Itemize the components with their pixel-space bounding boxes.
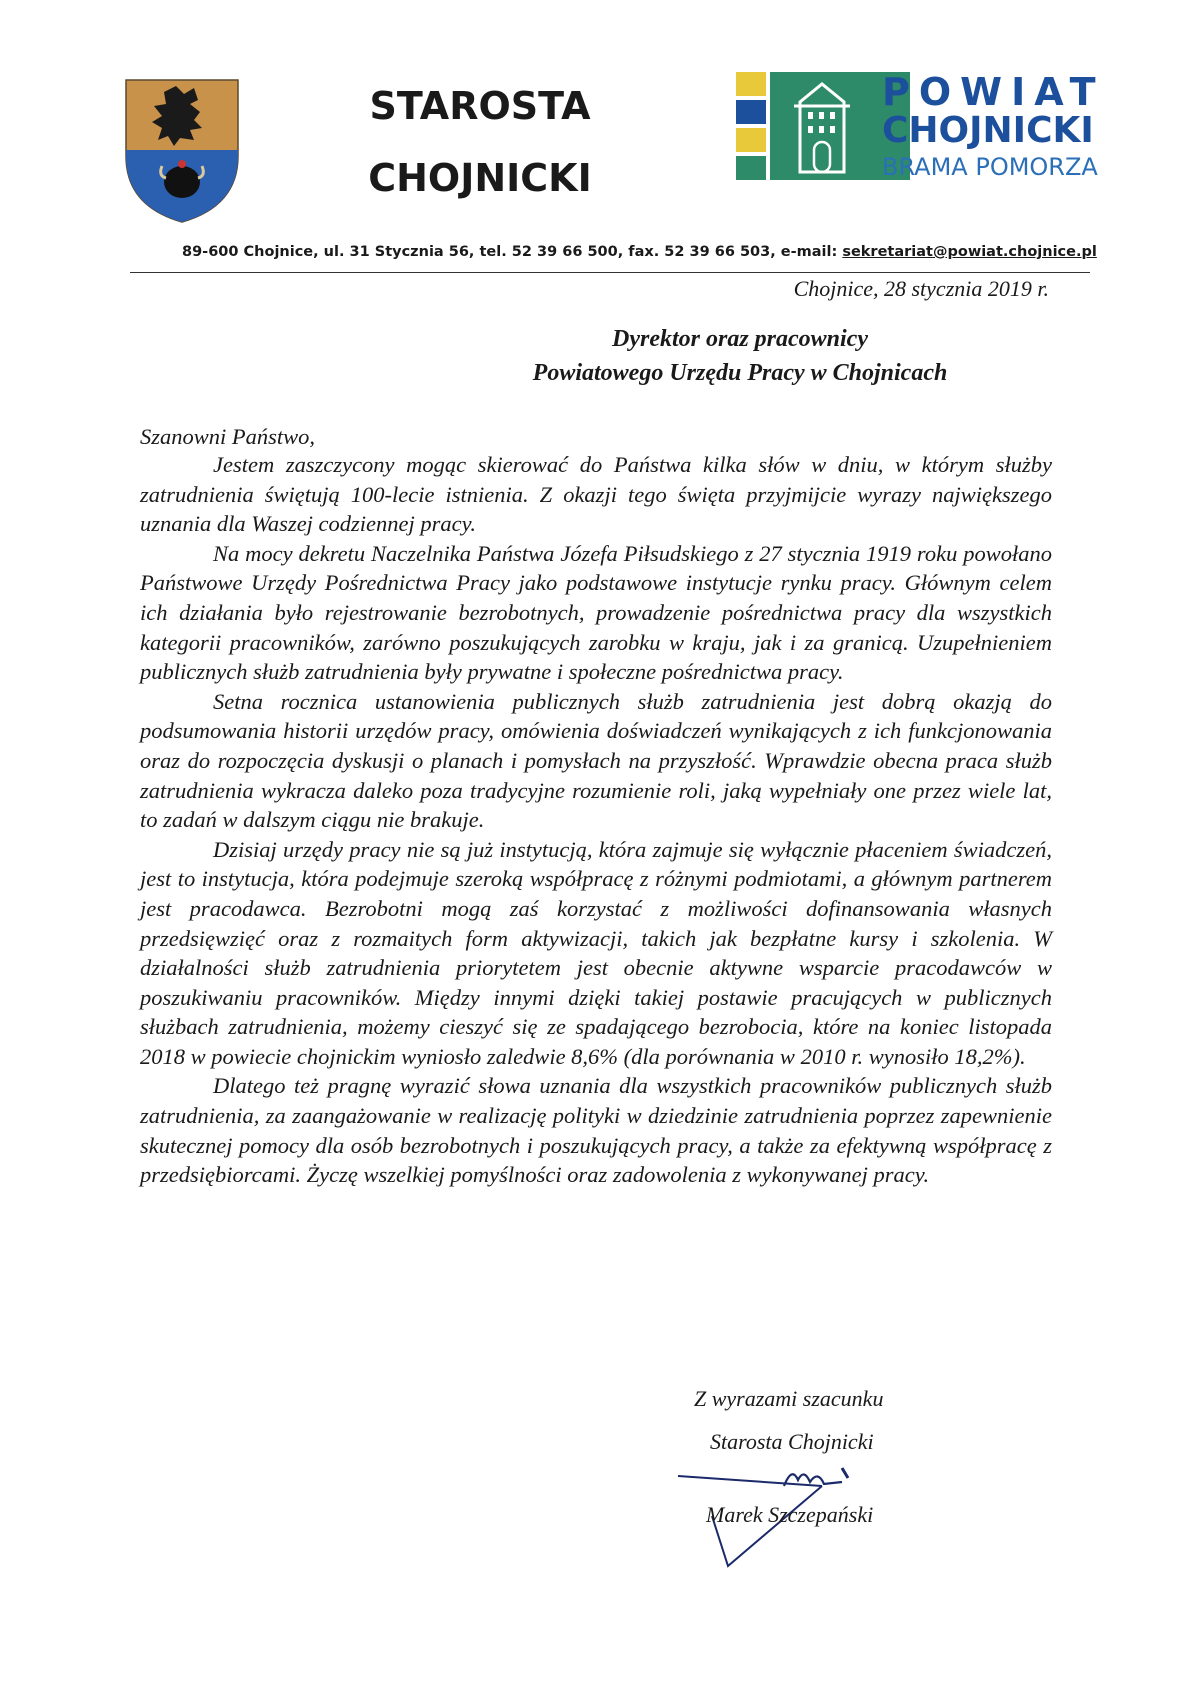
- logo-line-1: POWIAT: [882, 70, 1105, 114]
- paragraph: Dlatego też pragnę wyrazić słowa uznania dla wszystkich pracowników publicznych służb zatrudnienia, za zaangażowanie w realizację polityki w dziedzinie zatrudnienia poprzez zapewnienie skutecznej pomocy dla osób bezrobotnych i poszukujących pracy, a także za efektywną współpracę z przedsiębiorcami. Życzę wszelkiej pomyślności oraz zadowolenia z wykonywanej pracy.: [140, 1073, 1052, 1188]
- address-text: [182, 244, 1097, 260]
- address-prefix: 89-600 Chojnice, ul. 31 Stycznia 56, tel. 52 39 66 500, fax. 52 39 66 503, e-mail:: [182, 244, 843, 260]
- powiat-logo: [736, 70, 1105, 184]
- letter-date: Chojnice, 28 stycznia 2019 r.: [793, 276, 1049, 301]
- letter-body: [140, 450, 1052, 1190]
- logo-line-3: BRAMA POMORZA: [882, 153, 1098, 181]
- title-line-1: STAROSTA: [369, 84, 591, 128]
- paragraph: Dzisiaj urzędy pracy nie są już instytucją, która zajmuje się wyłącznie płaceniem świadczeń, jest to instytucja, która podejmuje szeroką współpracę z różnymi podmiotami, a głównym partnerem jest pracodawca. Bezrobotni mogą zaś korzystać z możliwości dofinansowania własnych przedsięwzięć oraz z rozmaitych form aktywizacji, takich jak bezpłatne kursy i szkolenia. W działalności służb zatrudnienia priorytetem jest obecnie aktywne wsparcie pracodawców w poszukiwaniu pracowników. Między innymi dzięki takiej postawie pracujących w publicznych służbach zatrudnienia, możemy cieszyć się ze spadającego bezrobocia, które na koniec listopada 2018 w powiecie chojnickim wyniosło zaledwie 8,6% (dla porównania w 2010 r. wynosiło 18,2%).: [140, 836, 1052, 1069]
- logo-line-2: CHOJNICKI: [882, 110, 1094, 151]
- logo-squares: [736, 72, 766, 180]
- addressee: [440, 322, 1040, 390]
- addressee-line-2: Powiatowego Urzędu Pracy w Chojnicach: [532, 360, 948, 386]
- logo-text: [882, 72, 1118, 184]
- coat-of-arms-icon: [124, 78, 240, 224]
- paragraph: Setna rocznica ustanowienia publicznych służb zatrudnienia jest dobrą okazją do podsumowania historii urzędów pracy, omówienia doświadczeń wynikających z ich funkcjonowania oraz do rozpoczęcia dyskusji o planach i pomysłach na przyszłość. Wprawdzie obecna praca służb zatrudnienia wykracza daleko poza tradycyjne rozumienie roli, jaką wypełniały one przez wiele lat, to zadań w dalszym ciągu nie brakuje.: [140, 688, 1052, 833]
- closing: Z wyrazami szacunku: [694, 1386, 884, 1411]
- tower-gate-icon: [770, 72, 874, 180]
- paragraph: Na mocy dekretu Naczelnika Państwa Józefa Piłsudskiego z 27 stycznia 1919 roku powołano Państwowe Urzędy Pośrednictwa Pracy jako podstawowe instytucje rynku pracy. Głównym celem ich działania było rejestrowanie bezrobotnych, prowadzenie pośrednictwa pracy dla wszystkich kategorii pracowników, zarówno poszukujących zarobku w kraju, jak i za granicą. Uzupełnieniem publicznych służb zatrudnienia były prywatne i społeczne pośrednictwa pracy.: [140, 540, 1052, 685]
- starosta-title: [340, 70, 620, 214]
- addressee-line-1: Dyrektor oraz pracownicy: [612, 326, 868, 352]
- title-line-2: CHOJNICKI: [368, 156, 592, 200]
- address-line: [130, 244, 1097, 273]
- signer-role: Starosta Chojnicki: [710, 1429, 874, 1454]
- paragraph: Jestem zaszczycony mogąc skierować do Państwa kilka słów w dniu, w którym służby zatrudnienia świętują 100-lecie istnienia. Z okazji tego święta przyjmijcie wyrazy największego uznania dla Waszej codziennej pracy.: [140, 452, 1052, 537]
- salutation: Szanowni Państwo,: [140, 424, 316, 449]
- signer-name: Marek Szczepański: [706, 1502, 874, 1527]
- email-link[interactable]: sekretariat@powiat.chojnice.pl: [842, 244, 1097, 260]
